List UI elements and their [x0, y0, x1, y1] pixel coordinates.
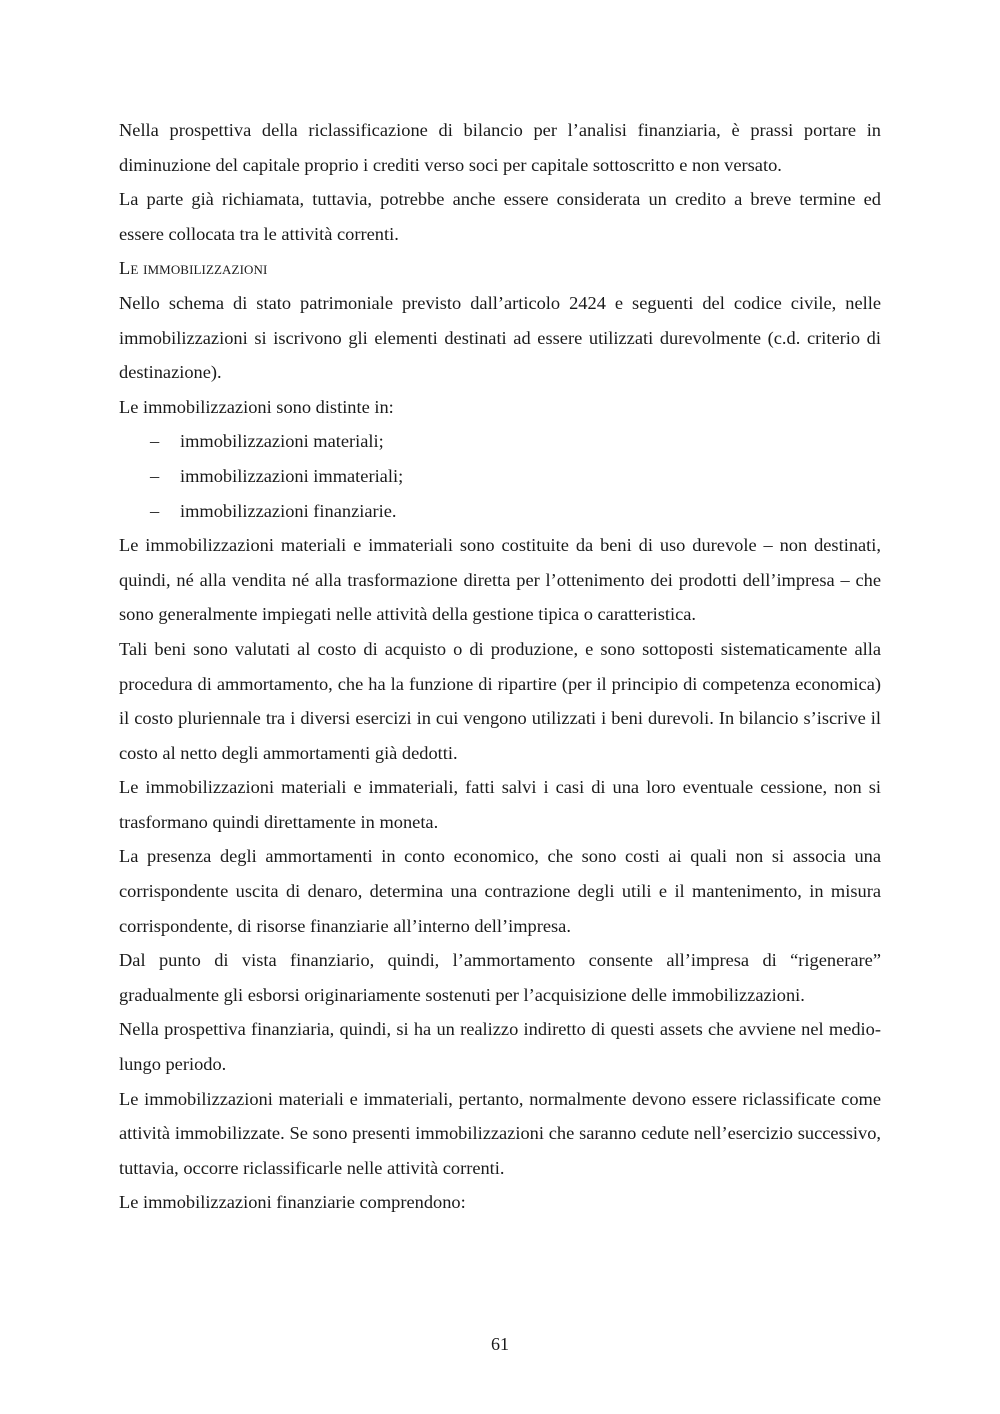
list-item [119, 459, 881, 494]
list-item [119, 424, 881, 459]
paragraph: Le immobilizzazioni materiali e immateriali, fatti salvi i casi di una loro eventuale cessione, non si trasformano quindi direttamente in moneta. [119, 777, 881, 832]
paragraph: La parte già richiamata, tuttavia, potrebbe anche essere considerata un credito a breve termine ed essere collocata tra le attività correnti. [119, 189, 881, 244]
paragraph: La presenza degli ammortamenti in conto economico, che sono costi ai quali non si associa una corrispondente uscita di denaro, determina una contrazione degli utili e il mantenimento, in misura corrispondente, di risorse finanziarie all’interno dell’impresa. [119, 846, 881, 936]
immobilizzazioni-list [119, 424, 881, 528]
dash-bullet-icon: – [150, 500, 160, 521]
paragraph: Nella prospettiva della riclassificazione di bilancio per l’analisi finanziaria, è prassi portare in diminuzione del capitale proprio i crediti verso soci per capitale sottoscritto e non versato. [119, 120, 881, 175]
list-item-text: immobilizzazioni immateriali; [180, 465, 404, 486]
dash-bullet-icon: – [150, 431, 160, 452]
dash-bullet-icon: – [150, 465, 160, 486]
paragraph: Le immobilizzazioni materiali e immateriali, pertanto, normalmente devono essere riclassificate come attività immobilizzate. Se sono presenti immobilizzazioni che saranno cedute nell’esercizio successivo, tuttavia, occorre riclassificarle nelle attività correnti. [119, 1088, 881, 1178]
list-item-text: immobilizzazioni materiali; [180, 431, 384, 452]
paragraph: Le immobilizzazioni sono distinte in: [119, 396, 394, 417]
section-heading: Le immobilizzazioni [119, 258, 268, 279]
page-number: 61 [491, 1334, 509, 1354]
paragraph: Le immobilizzazioni materiali e immateriali sono costituite da beni di uso durevole – non destinati, quindi, né alla vendita né alla trasformazione diretta per l’ottenimento dei prodotti dell’impresa – che sono generalmente impiegati nelle attività della gestione tipica o caratteristica. [119, 535, 881, 625]
list-item-text: immobilizzazioni finanziarie. [180, 500, 397, 521]
paragraph: Nello schema di stato patrimoniale previsto dall’articolo 2424 e seguenti del codice civile, nelle immobilizzazioni si iscrivono gli elementi destinati ad essere utilizzati durevolmente (c.d. criterio di destinazione). [119, 292, 881, 383]
paragraph: Le immobilizzazioni finanziarie comprendono: [119, 1192, 466, 1213]
paragraph: Dal punto di vista finanziario, quindi, l’ammortamento consente all’impresa di “rigenerare” gradualmente gli esborsi originariamente sostenuti per l’acquisizione delle immobilizzazioni. [119, 950, 881, 1005]
document-page [119, 113, 881, 1220]
paragraph: Tali beni sono valutati al costo di acquisto o di produzione, e sono sottoposti sistematicamente alla procedura di ammortamento, che ha la funzione di ripartire (per il principio di competenza economica) il costo pluriennale tra i diversi esercizi in cui vengono utilizzati i beni durevoli. In bilancio s’iscrive il costo al netto degli ammortamenti già dedotti. [119, 638, 881, 763]
paragraph: Nella prospettiva finanziaria, quindi, si ha un realizzo indiretto di questi assets che avviene nel medio-lungo periodo. [119, 1019, 881, 1075]
list-item [119, 494, 881, 529]
